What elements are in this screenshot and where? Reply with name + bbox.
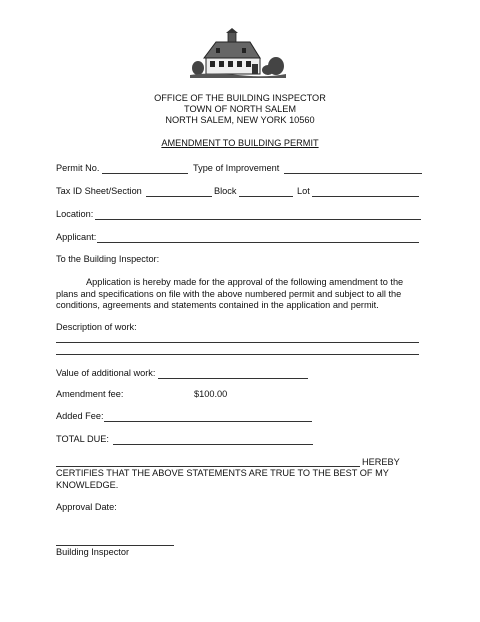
certifier-name-field[interactable] <box>56 466 360 467</box>
location-field[interactable] <box>95 219 421 220</box>
applicant-label: Applicant: <box>56 232 97 242</box>
certification-text: CERTIFIES THAT THE ABOVE STATEMENTS ARE TRUE TO THE BEST OF MY KNOWLEDGE. <box>56 468 389 490</box>
total-due-field[interactable] <box>113 444 313 445</box>
location-label: Location: <box>56 209 94 219</box>
amendment-fee-label: Amendment fee: <box>56 389 124 399</box>
block-label: Block <box>214 186 237 196</box>
tax-id-field[interactable] <box>146 196 212 197</box>
added-fee-label: Added Fee: <box>56 411 104 421</box>
value-field[interactable] <box>158 378 308 379</box>
lot-field[interactable] <box>312 196 419 197</box>
inspector-signature-label: Building Inspector <box>56 547 130 557</box>
town-name: TOWN OF NORTH SALEM <box>184 104 296 114</box>
value-label: Value of additional work: <box>56 368 156 378</box>
permit-no-field[interactable] <box>102 173 188 174</box>
permit-no-label: Permit No. <box>56 163 100 173</box>
inspector-signature-field[interactable] <box>56 545 174 546</box>
added-fee-field[interactable] <box>104 421 312 422</box>
approval-date-label: Approval Date: <box>56 502 117 512</box>
lot-label: Lot <box>297 186 310 196</box>
barn-building-logo <box>190 28 286 80</box>
applicant-field[interactable] <box>97 242 419 243</box>
form-title: AMENDMENT TO BUILDING PERMIT <box>161 138 319 148</box>
description-line-2[interactable] <box>56 354 419 355</box>
hereby-text: HEREBY <box>362 457 400 467</box>
amendment-fee-value: $100.00 <box>194 389 228 399</box>
block-field[interactable] <box>239 196 293 197</box>
office-title: OFFICE OF THE BUILDING INSPECTOR <box>154 93 326 103</box>
description-label: Description of work: <box>56 322 137 332</box>
tax-id-label: Tax ID Sheet/Section <box>56 186 142 196</box>
description-line-1[interactable] <box>56 342 419 343</box>
type-of-improvement-label: Type of Improvement <box>193 163 280 173</box>
type-of-improvement-field[interactable] <box>284 173 422 174</box>
application-paragraph: Application is hereby made for the approval of the following amendment to the plans and specifications on file with the above numbered permit and subject to all the conditions, agreements and statements contained in the application and permit. <box>56 277 404 310</box>
town-address: NORTH SALEM, NEW YORK 10560 <box>165 115 315 125</box>
salutation: To the Building Inspector: <box>56 254 160 264</box>
total-due-label: TOTAL DUE: <box>56 434 109 444</box>
